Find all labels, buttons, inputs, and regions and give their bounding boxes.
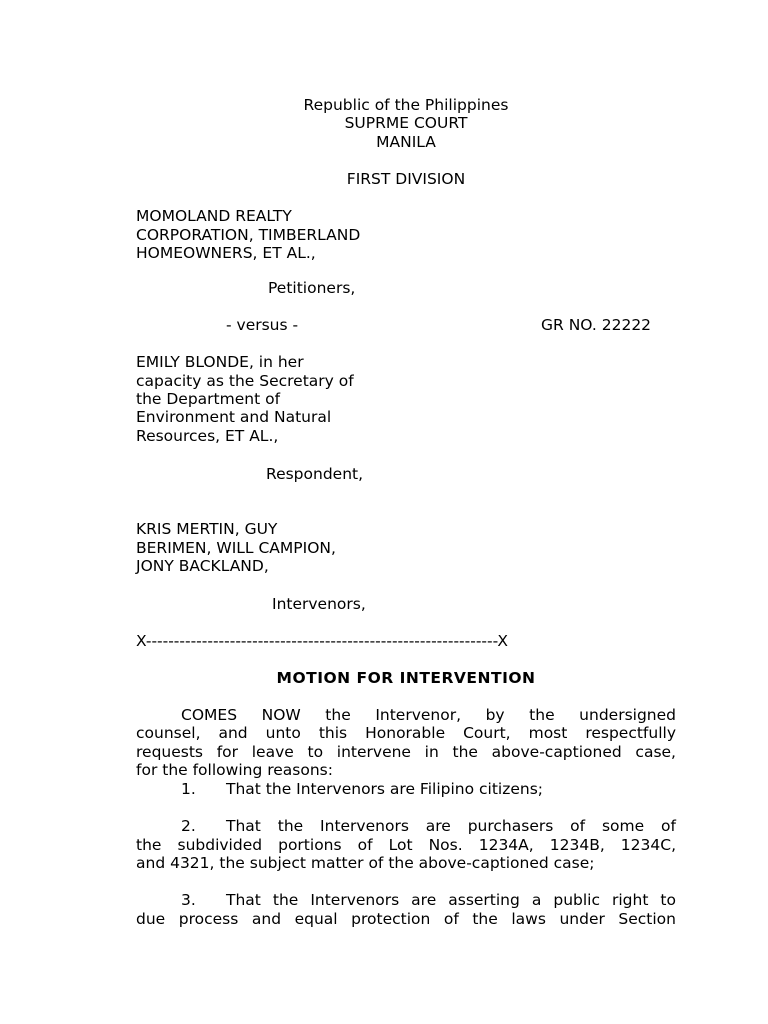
intro-line: for the following reasons:: [136, 761, 333, 779]
respondent-name-line: the Department of: [136, 390, 281, 408]
respondent-name-line: capacity as the Secretary of: [136, 372, 354, 390]
caption-separator: X---------------------------------------------------------------X: [136, 632, 509, 650]
reason-text: the subdivided portions of Lot Nos. 1234A, 1234B, 1234C,: [136, 836, 676, 854]
reason-text: due process and equal protection of the laws under Section: [136, 910, 676, 928]
petitioners-role: Petitioners,: [268, 279, 356, 297]
petitioner-name-line: CORPORATION, TIMBERLAND: [136, 226, 361, 244]
reason-text: That the Intervenors are purchasers of some of: [226, 817, 676, 835]
reason-text: and 4321, the subject matter of the above-captioned case;: [136, 854, 595, 872]
respondent-name-line: EMILY BLONDE, in her: [136, 353, 304, 371]
city-heading: MANILA: [376, 133, 436, 151]
intervenor-name-line: BERIMEN, WILL CAMPION,: [136, 539, 336, 557]
petitioner-name-line: HOMEOWNERS, ET AL.,: [136, 244, 316, 262]
intervenors-role: Intervenors,: [272, 595, 366, 613]
intervenor-name-line: KRIS MERTIN, GUY: [136, 520, 278, 538]
court-heading: SUPRME COURT: [344, 114, 468, 132]
intro-line: counsel, and unto this Honorable Court, most respectfully: [136, 724, 676, 742]
reason-number: 2.: [181, 817, 196, 835]
division-heading: FIRST DIVISION: [346, 170, 466, 188]
motion-title: MOTION FOR INTERVENTION: [276, 669, 536, 687]
intro-line: COMES NOW the Intervenor, by the undersigned: [181, 706, 676, 724]
respondent-role: Respondent,: [266, 465, 364, 483]
versus-label: - versus -: [226, 316, 299, 334]
intro-line: requests for leave to intervene in the above-captioned case,: [136, 743, 676, 761]
reason-text: That the Intervenors are asserting a public right to: [226, 891, 676, 909]
respondent-name-line: Environment and Natural: [136, 408, 332, 426]
respondent-name-line: Resources, ET AL.,: [136, 427, 279, 445]
republic-heading: Republic of the Philippines: [303, 96, 509, 114]
reason-text: That the Intervenors are Filipino citizens;: [226, 780, 544, 798]
reason-number: 1.: [181, 780, 196, 798]
intervenor-name-line: JONY BACKLAND,: [136, 557, 269, 575]
petitioner-name-line: MOMOLAND REALTY: [136, 207, 292, 225]
reason-number: 3.: [181, 891, 196, 909]
gr-number: GR NO. 22222: [541, 316, 652, 334]
